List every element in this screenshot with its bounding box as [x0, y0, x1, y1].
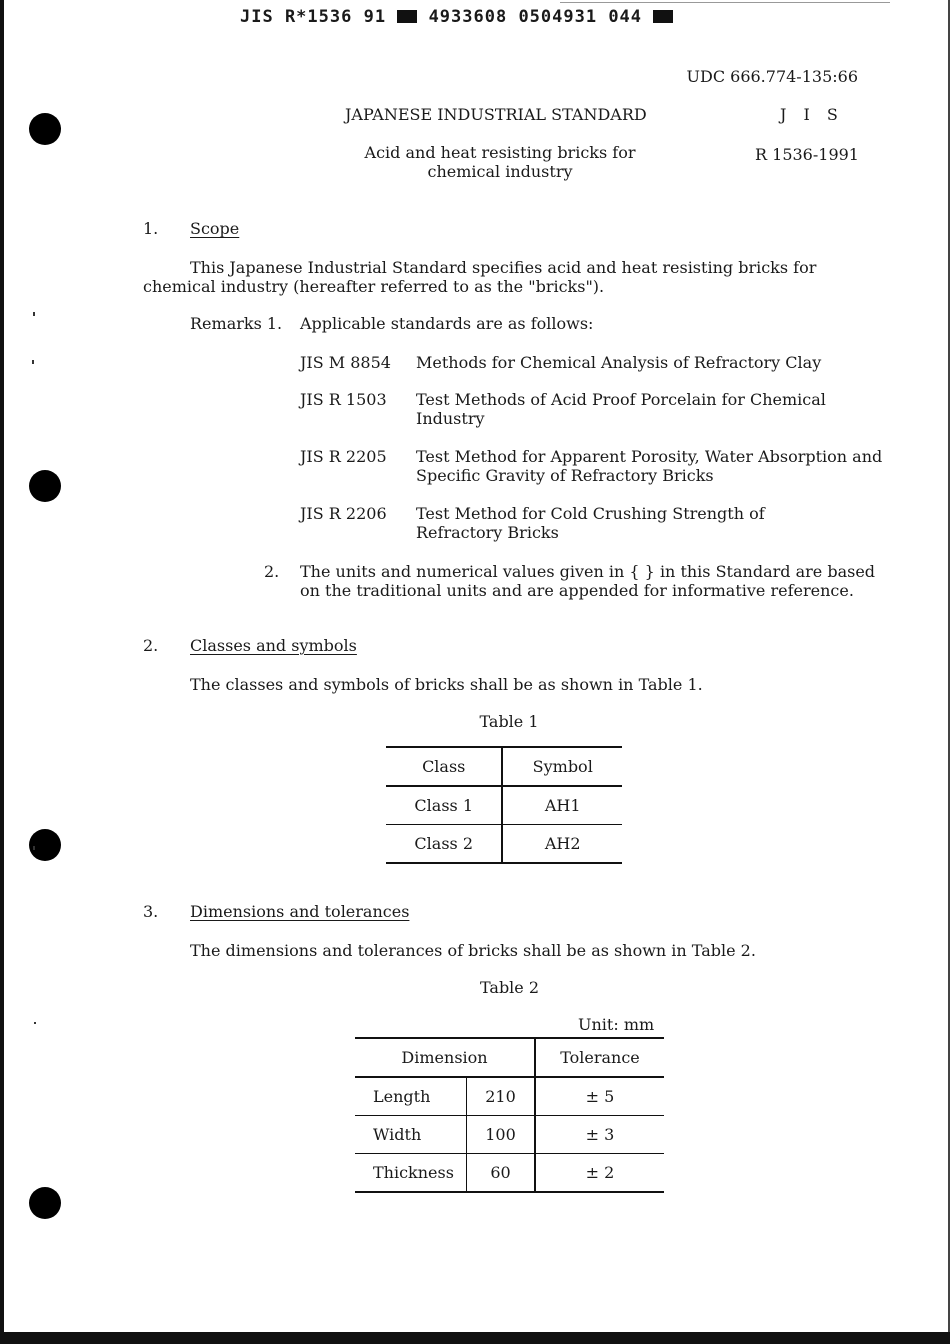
table-cell: 100	[467, 1116, 536, 1154]
standard-code: JIS R 2205	[300, 447, 387, 466]
table-cell: Length	[355, 1077, 467, 1116]
table-header-cell: Tolerance	[560, 1048, 640, 1067]
scan-speck	[33, 312, 35, 316]
table-row	[386, 786, 622, 825]
section-title: Classes and symbols	[190, 636, 357, 655]
standard-name: Methods for Chemical Analysis of Refractory Clay	[416, 353, 822, 372]
standard-name: Test Method for Cold Crushing Strength of Refractory Bricks	[416, 504, 765, 542]
jis-mark: J I S	[780, 105, 844, 124]
table-2	[355, 1037, 664, 1193]
standard-name: Test Methods of Acid Proof Porcelain for Chemical Industry	[416, 390, 826, 428]
table-row	[355, 1077, 664, 1116]
table-1-caption: Table 1	[479, 712, 539, 731]
document-title: Acid and heat resisting bricks for chemical industry	[364, 143, 636, 181]
scan-speck	[34, 1022, 36, 1024]
section-number: 1.	[143, 219, 159, 238]
punch-hole-icon	[29, 1187, 61, 1219]
table-2-caption: Table 2	[479, 978, 540, 997]
table-row	[355, 1154, 664, 1193]
classes-paragraph: The classes and symbols of bricks shall be as shown in Table 1.	[190, 675, 703, 694]
section-title: Scope	[190, 219, 240, 238]
remark-2: The units and numerical values given in { } in this Standard are based on the traditional units and are appended for informative reference.	[300, 562, 876, 600]
table-header-row	[355, 1038, 664, 1077]
table-cell: Thickness	[355, 1154, 467, 1193]
table-header-cell: Symbol	[532, 757, 593, 776]
barcode-header	[240, 7, 673, 27]
table-row	[355, 1116, 664, 1154]
standard-name: Test Method for Apparent Porosity, Water Absorption and Specific Gravity of Refractory Bricks	[416, 447, 883, 485]
table-header-row	[386, 747, 622, 786]
remarks-label: Remarks 1.	[190, 314, 283, 333]
remark-2-number: 2.	[264, 562, 280, 581]
table-cell: Class 2	[386, 825, 502, 864]
table-cell: Width	[355, 1116, 467, 1154]
table-cell: ± 2	[535, 1154, 664, 1193]
scan-speck	[33, 846, 35, 850]
table-cell: Class 1	[386, 786, 502, 825]
table-cell: AH2	[502, 825, 622, 864]
barcode-block-icon	[397, 10, 417, 23]
scope-paragraph	[143, 258, 858, 296]
standard-code: JIS R 1503	[300, 390, 387, 409]
standard-title: JAPANESE INDUSTRIAL STANDARD	[345, 105, 647, 124]
punch-hole-icon	[29, 470, 61, 502]
table-cell: 60	[467, 1154, 536, 1193]
scope-text: This Japanese Industrial Standard specifies acid and heat resisting bricks for chemical industry (hereafter referred to as the "bricks").	[143, 258, 817, 296]
table-1	[386, 746, 622, 864]
page-left-edge	[0, 0, 4, 1344]
udc-code: UDC 666.774-135:66	[686, 67, 858, 86]
barcode-digits: 4933608 0504931 044	[428, 7, 643, 27]
standard-code: JIS M 8854	[300, 353, 391, 372]
top-rule	[560, 2, 890, 3]
table-cell: ± 5	[585, 1087, 615, 1106]
dimensions-paragraph: The dimensions and tolerances of bricks shall be as shown in Table 2.	[190, 941, 756, 960]
scan-speck	[32, 360, 34, 364]
table-header-cell: Class	[386, 747, 502, 786]
section-number: 3.	[143, 902, 159, 921]
section-number: 2.	[143, 636, 159, 655]
standard-code: JIS R 2206	[300, 504, 387, 523]
section-title: Dimensions and tolerances	[190, 902, 410, 921]
table-cell: 210	[467, 1077, 536, 1116]
remark-1: Applicable standards are as follows:	[300, 314, 594, 333]
barcode-block-icon	[653, 10, 673, 23]
document-number: R 1536-1991	[755, 145, 859, 164]
page-bottom-edge	[0, 1332, 950, 1344]
barcode-text: JIS R*1536 91	[240, 7, 387, 27]
table-2-unit: Unit: mm	[578, 1015, 655, 1034]
table-header-cell: Dimension	[355, 1038, 535, 1077]
punch-hole-icon	[29, 829, 61, 861]
punch-hole-icon	[29, 113, 61, 145]
table-row	[386, 825, 622, 864]
table-cell: ± 3	[535, 1116, 664, 1154]
table-cell: AH1	[544, 796, 581, 815]
